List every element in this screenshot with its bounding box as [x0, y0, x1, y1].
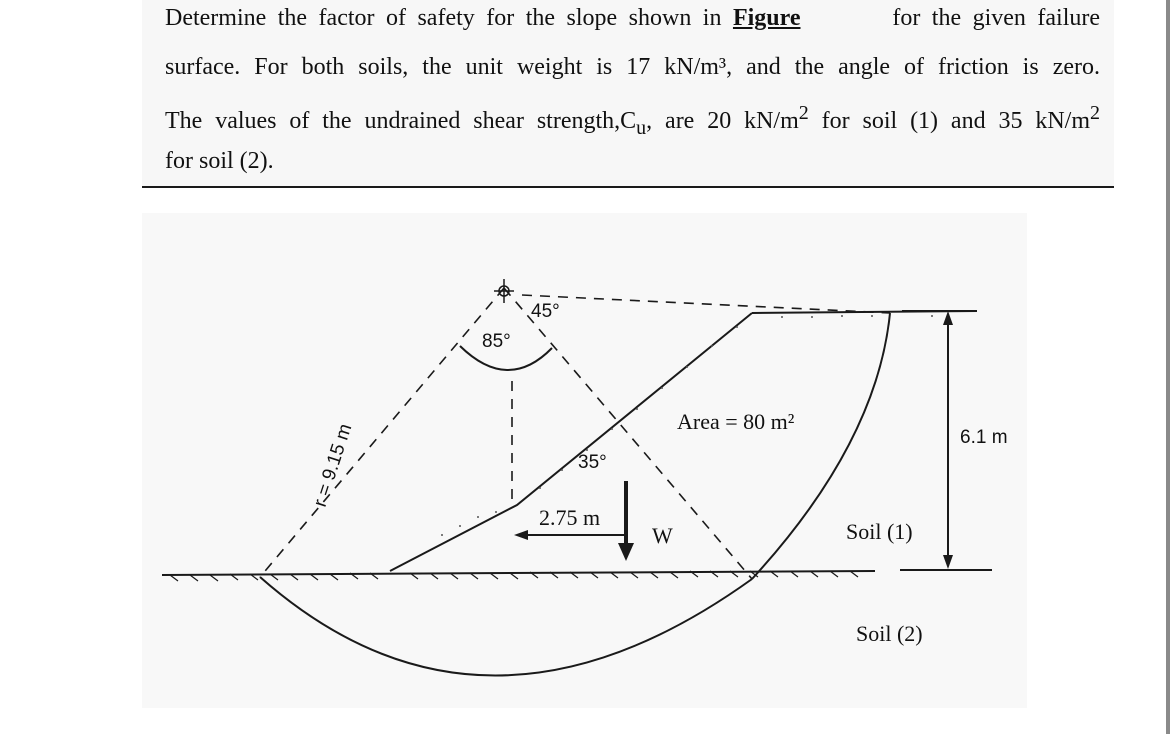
- window-edge: [1166, 0, 1170, 734]
- height-label: 6.1 m: [960, 427, 1008, 448]
- radius-label: r = 9.15 m: [309, 421, 357, 510]
- line-3-sup-1: 2: [798, 102, 809, 124]
- line-3-after: for soil (1) and 35 kN/m: [808, 108, 1091, 134]
- slope-figure: [142, 213, 1027, 708]
- line-to-crest: [522, 295, 890, 313]
- height-arrow-top: [943, 311, 953, 325]
- angle-left-label: 85°: [482, 331, 511, 352]
- ground-line: [162, 571, 875, 575]
- failure-arc-lower: [260, 577, 752, 676]
- moment-arm-arrow-left: [514, 530, 528, 540]
- line-3-sup-2: 2: [1090, 102, 1101, 124]
- line-3-subscript: u: [636, 116, 647, 139]
- moment-arm-label: 2.75 m: [539, 505, 601, 530]
- soil-2-label: Soil (2): [856, 621, 923, 646]
- section-divider: [142, 186, 1114, 188]
- slope-face: [390, 313, 752, 571]
- radius-line-left: [260, 288, 504, 577]
- line-3-text: The values of the undrained shear strength,C: [165, 108, 637, 134]
- slope-angle-label: 35°: [578, 452, 607, 473]
- angle-top-label: 45°: [531, 301, 560, 322]
- problem-line-2: surface. For both soils, the unit weight is 17 kN/m³, and the angle of friction is zero.: [165, 54, 1100, 80]
- figure-link[interactable]: Figure: [732, 5, 801, 31]
- problem-line-4: for soil (2).: [165, 148, 274, 174]
- weight-label: W: [652, 523, 673, 548]
- center-cross: [494, 279, 514, 303]
- slope-diagram: [142, 213, 1027, 708]
- line-3-middle: , are 20 kN/m: [646, 108, 799, 134]
- soil-1-label: Soil (1): [846, 519, 913, 544]
- height-arrow-bottom: [943, 555, 953, 569]
- line-1-tail: for the given failure: [892, 5, 1101, 31]
- line-1-text: Determine the factor of safety for the slope shown in: [165, 5, 733, 31]
- area-label: Area = 80 m²: [677, 409, 795, 434]
- problem-line-3: [165, 99, 1100, 142]
- problem-line-1: [165, 4, 1100, 32]
